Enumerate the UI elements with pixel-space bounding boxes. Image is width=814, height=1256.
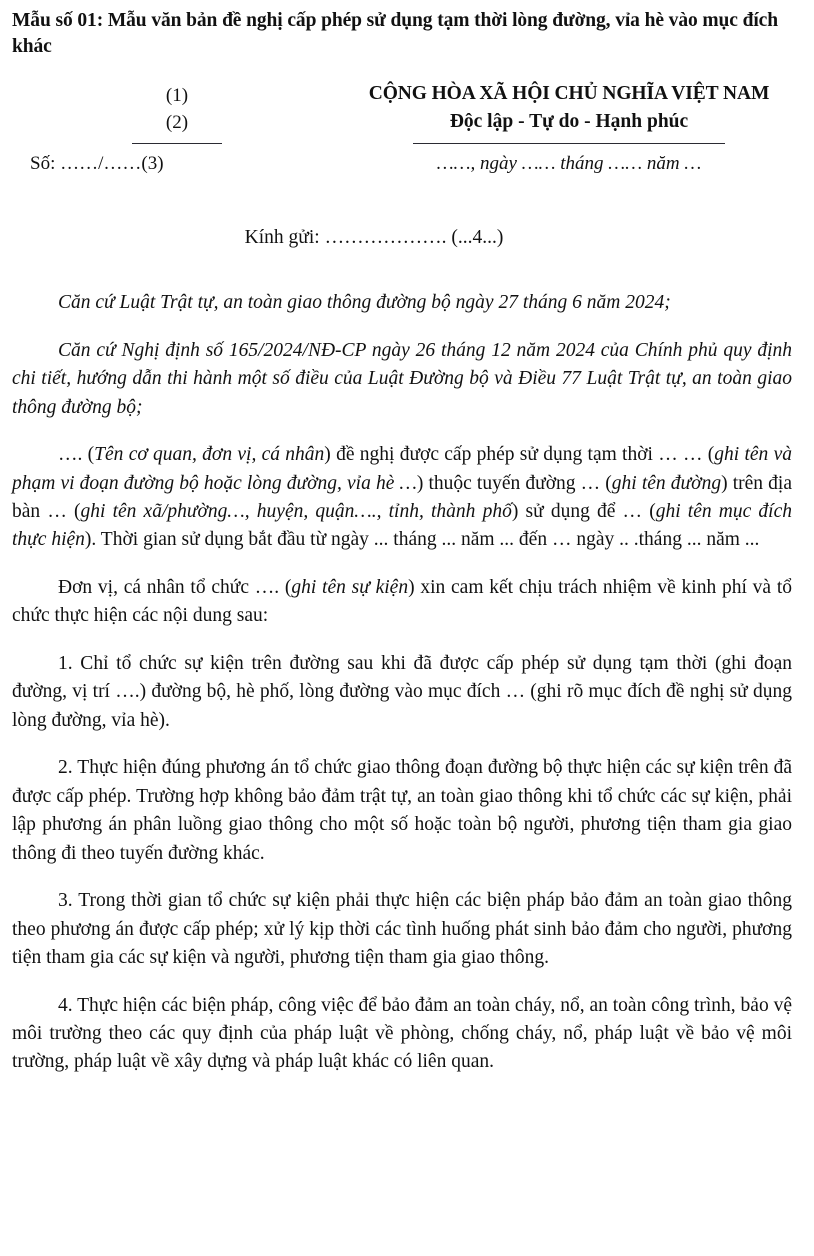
commitment-item-4: 4. Thực hiện các biện pháp, công việc để bảo đảm an toàn cháy, nổ, an toàn công trình, bảo vệ môi trường theo các quy định của pháp luật về phòng, chống cháy, nổ, pháp luật về bảo vệ môi trường, pháp luật về xây dựng và pháp luật khác có liên quan. [12,994,792,1073]
header-left-block [12,81,342,174]
legal-basis-paragraph-1: Căn cứ Luật Trật tự, an toàn giao thông đường bộ ngày 27 tháng 6 năm 2024; [58,292,671,314]
request-paragraph [12,441,796,555]
legal-basis-paragraph-2: Căn cứ Nghị định số 165/2024/NĐ-CP ngày 26 tháng 12 năm 2024 của Chính phủ quy định chi tiết, hướng dẫn thi hành một số điều của Luật Đường bộ và Điều 77 Luật Trật tự, an toàn giao thông đường bộ; [12,339,792,418]
national-title: CỘNG HÒA XÃ HỘI CHỦ NGHĨA VIỆT NAM [368,83,770,105]
italic-run: Tên cơ quan, đơn vị, cá nhân [94,444,325,466]
commitment-item-1: 1. Chỉ tổ chức sự kiện trên đường sau khi đã được cấp phép sử dụng tạm thời (ghi đoạn đường, vị trí ….) đường bộ, hè phố, lòng đường vào mục đích … (ghi rõ mục đích đề nghị sử dụng lòng đường, vỉa hè). [12,652,792,731]
issuing-authority-marker-2: (2) [165,111,189,133]
issuing-authority-marker-1: (1) [165,85,189,107]
roman-run: ) sử dụng để … ( [511,500,656,522]
commitment-item-2: 2. Thực hiện đúng phương án tổ chức giao thông đoạn đường bộ thực hiện các sự kiện trên đã được cấp phép. Trường hợp không bảo đảm trật tự, an toàn giao thông khi tổ chức các sự kiện, phải lập phương án phân luồng giao thông cho một số hoặc toàn bộ người, phương tiện tham gia giao thông đi theo tuyến đường khác. [12,757,792,864]
italic-run: ghi tên sự kiện [291,576,409,598]
roman-run: ) đề nghị được cấp phép sử dụng tạm thời … … ( [324,444,715,466]
roman-run: ). Thời gian sử dụng bắt đầu từ ngày ... tháng ... năm ... đến … ngày .. .tháng ... năm ... [84,529,760,551]
document-number-line: Số: ……/……(3) [30,152,164,174]
commitment-paragraph [12,574,796,631]
national-motto: Độc lập - Tự do - Hạnh phúc [449,110,689,132]
header-right-block [342,81,796,175]
roman-run: ) thuộc tuyến đường … ( [416,472,612,494]
document-header [12,81,796,175]
roman-run: …. ( [58,444,95,466]
recipient-line: Kính gửi: ………………. (...4...) [244,227,504,249]
commitment-item-3: 3. Trong thời gian tổ chức sự kiện phải thực hiện các biện pháp bảo đảm an toàn giao thông theo phương án được cấp phép; xử lý kịp thời các tình huống phát sinh bảo đảm cho người, phương tiện tham gia các sự kiện và người, phương tiện tham gia giao thông. [12,890,792,969]
document-body [12,289,796,1077]
italic-run: ghi tên mục đích thực hiện [12,500,792,551]
page-title: Mẫu số 01: Mẫu văn bản đề nghị cấp phép sử dụng tạm thời lòng đường, vỉa hè vào mục đích khác [12,10,778,57]
header-right-divider [413,143,725,144]
roman-run: Đơn vị, cá nhân tổ chức …. ( [58,576,292,598]
italic-run: ghi tên xã/phường…, huyện, quận…., tỉnh, thành phố [80,500,512,522]
italic-run: ghi tên đường [611,472,722,494]
roman-run: ) xin cam kết chịu trách nhiệm về kinh phí và tổ chức thực hiện các nội dung sau: [12,576,792,627]
header-left-divider [132,143,222,144]
roman-run: ) trên địa bàn … ( [12,472,792,522]
place-date-line: ……, ngày …… tháng …… năm … [436,153,702,175]
italic-run: ghi tên và phạm vi đoạn đường bộ hoặc lòng đường, vỉa hè … [12,444,792,494]
